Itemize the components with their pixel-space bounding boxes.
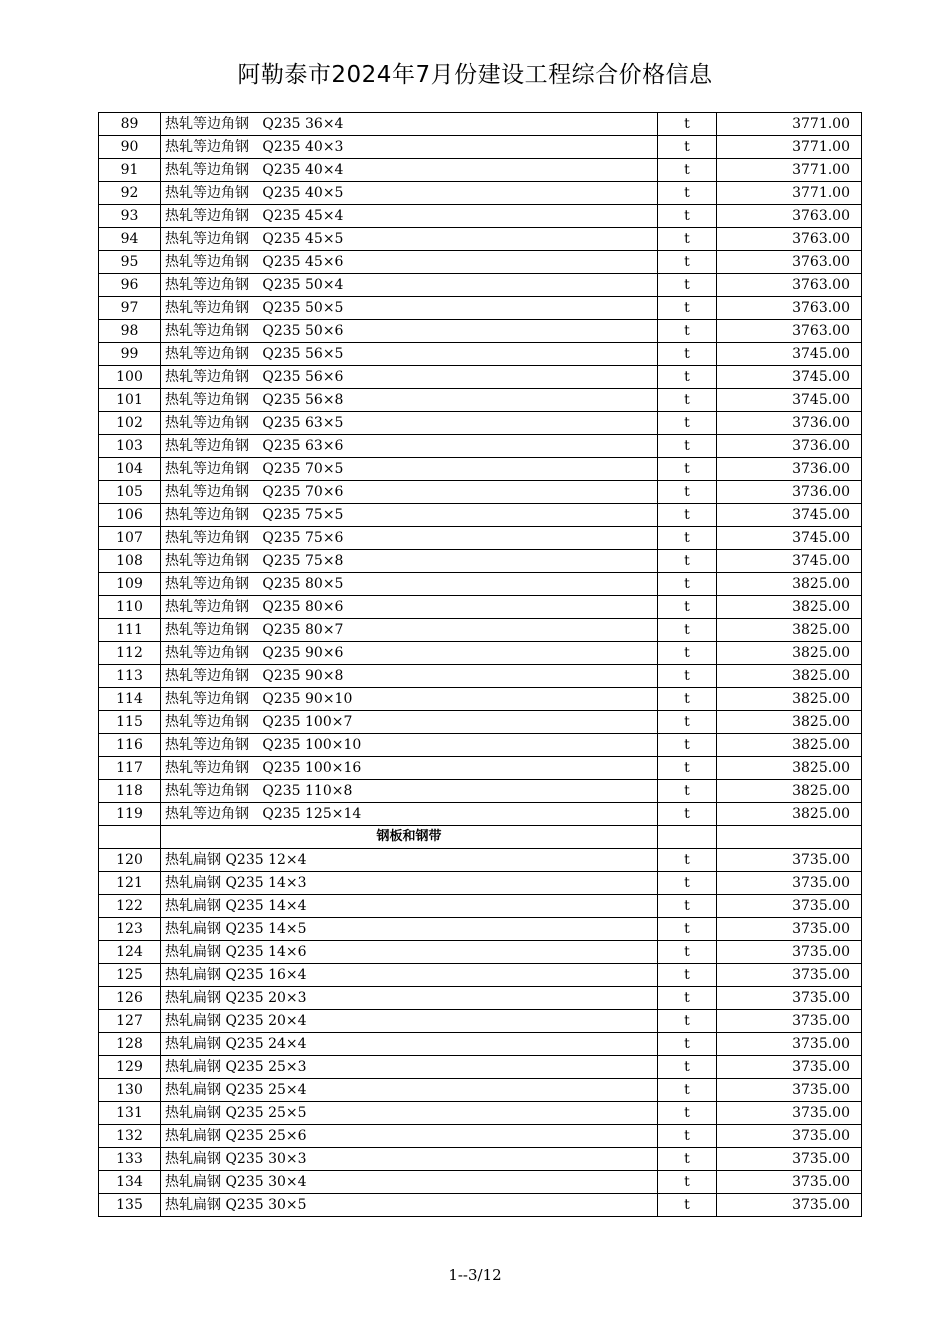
row-number: 134	[99, 1171, 161, 1194]
row-price: 3735.00	[717, 941, 862, 964]
row-unit: t	[658, 1102, 717, 1125]
row-price: 3735.00	[717, 1079, 862, 1102]
table-row	[99, 665, 862, 688]
row-unit: t	[658, 573, 717, 596]
row-price: 3735.00	[717, 1056, 862, 1079]
row-price: 3763.00	[717, 320, 862, 343]
row-unit: t	[658, 1194, 717, 1217]
table-row	[99, 1194, 862, 1217]
row-unit: t	[658, 251, 717, 274]
row-name: 热轧等边角钢 Q235 40×3	[161, 136, 658, 159]
table-row	[99, 251, 862, 274]
row-unit: t	[658, 297, 717, 320]
table-row	[99, 1102, 862, 1125]
row-price: 3735.00	[717, 872, 862, 895]
row-name: 热轧等边角钢 Q235 125×14	[161, 803, 658, 826]
row-unit: t	[658, 619, 717, 642]
row-price: 3825.00	[717, 573, 862, 596]
row-name: 热轧扁钢 Q235 24×4	[161, 1033, 658, 1056]
table-row	[99, 366, 862, 389]
row-number: 119	[99, 803, 161, 826]
row-unit: t	[658, 228, 717, 251]
row-name: 热轧扁钢 Q235 16×4	[161, 964, 658, 987]
row-number: 110	[99, 596, 161, 619]
row-name: 热轧等边角钢 Q235 40×5	[161, 182, 658, 205]
row-price: 3735.00	[717, 1194, 862, 1217]
row-unit: t	[658, 481, 717, 504]
row-number: 98	[99, 320, 161, 343]
row-number: 107	[99, 527, 161, 550]
table-row	[99, 343, 862, 366]
row-unit: t	[658, 320, 717, 343]
row-unit: t	[658, 757, 717, 780]
row-price: 3825.00	[717, 642, 862, 665]
row-price: 3735.00	[717, 849, 862, 872]
row-unit: t	[658, 435, 717, 458]
row-name: 热轧扁钢 Q235 25×5	[161, 1102, 658, 1125]
row-name: 热轧等边角钢 Q235 100×16	[161, 757, 658, 780]
row-price: 3735.00	[717, 1125, 862, 1148]
row-number: 117	[99, 757, 161, 780]
row-price: 3825.00	[717, 619, 862, 642]
row-number: 126	[99, 987, 161, 1010]
row-number: 90	[99, 136, 161, 159]
row-name: 热轧等边角钢 Q235 100×10	[161, 734, 658, 757]
table-row	[99, 1079, 862, 1102]
row-number: 112	[99, 642, 161, 665]
row-number: 91	[99, 159, 161, 182]
row-name: 热轧扁钢 Q235 30×4	[161, 1171, 658, 1194]
row-number: 93	[99, 205, 161, 228]
row-unit: t	[658, 1079, 717, 1102]
row-name: 热轧等边角钢 Q235 75×8	[161, 550, 658, 573]
row-price: 3735.00	[717, 1171, 862, 1194]
row-price: 3735.00	[717, 918, 862, 941]
row-unit: t	[658, 872, 717, 895]
row-price: 3745.00	[717, 527, 862, 550]
row-name: 热轧扁钢 Q235 30×3	[161, 1148, 658, 1171]
row-number: 95	[99, 251, 161, 274]
row-number: 103	[99, 435, 161, 458]
row-number: 131	[99, 1102, 161, 1125]
row-name: 热轧扁钢 Q235 25×4	[161, 1079, 658, 1102]
row-number: 108	[99, 550, 161, 573]
row-name: 热轧扁钢 Q235 20×3	[161, 987, 658, 1010]
row-unit: t	[658, 159, 717, 182]
row-price: 3825.00	[717, 665, 862, 688]
row-number: 99	[99, 343, 161, 366]
row-name: 热轧等边角钢 Q235 45×5	[161, 228, 658, 251]
row-number: 89	[99, 113, 161, 136]
row-name: 热轧等边角钢 Q235 90×8	[161, 665, 658, 688]
row-number: 115	[99, 711, 161, 734]
table-row	[99, 1148, 862, 1171]
table-row	[99, 504, 862, 527]
row-name: 热轧等边角钢 Q235 63×5	[161, 412, 658, 435]
table-row	[99, 527, 862, 550]
row-unit: t	[658, 550, 717, 573]
row-price: 3735.00	[717, 1148, 862, 1171]
table-row	[99, 1056, 862, 1079]
row-unit: t	[658, 274, 717, 297]
table-row	[99, 619, 862, 642]
row-number: 132	[99, 1125, 161, 1148]
table-row	[99, 573, 862, 596]
row-price: 3735.00	[717, 964, 862, 987]
table-row	[99, 136, 862, 159]
row-unit	[658, 826, 717, 849]
row-unit: t	[658, 504, 717, 527]
row-price: 3825.00	[717, 734, 862, 757]
table-row	[99, 642, 862, 665]
row-unit: t	[658, 803, 717, 826]
row-name: 热轧等边角钢 Q235 70×6	[161, 481, 658, 504]
row-price: 3825.00	[717, 803, 862, 826]
row-name: 热轧等边角钢 Q235 50×5	[161, 297, 658, 320]
row-price: 3763.00	[717, 297, 862, 320]
section-title: 钢板和钢带	[161, 826, 658, 849]
table-row	[99, 550, 862, 573]
row-number: 100	[99, 366, 161, 389]
row-name: 热轧等边角钢 Q235 80×6	[161, 596, 658, 619]
row-number: 113	[99, 665, 161, 688]
row-number: 114	[99, 688, 161, 711]
row-number: 125	[99, 964, 161, 987]
row-name: 热轧扁钢 Q235 14×5	[161, 918, 658, 941]
row-unit: t	[658, 136, 717, 159]
row-unit: t	[658, 849, 717, 872]
row-price: 3825.00	[717, 780, 862, 803]
row-unit: t	[658, 964, 717, 987]
row-unit: t	[658, 596, 717, 619]
row-name: 热轧等边角钢 Q235 110×8	[161, 780, 658, 803]
table-row	[99, 458, 862, 481]
table-row	[99, 757, 862, 780]
table-row	[99, 228, 862, 251]
row-number: 127	[99, 1010, 161, 1033]
table-row	[99, 435, 862, 458]
row-name: 热轧等边角钢 Q235 40×4	[161, 159, 658, 182]
row-name: 热轧等边角钢 Q235 80×5	[161, 573, 658, 596]
table-row	[99, 1010, 862, 1033]
table-row	[99, 412, 862, 435]
row-price: 3763.00	[717, 274, 862, 297]
row-number: 118	[99, 780, 161, 803]
row-name: 热轧等边角钢 Q235 90×10	[161, 688, 658, 711]
row-name: 热轧等边角钢 Q235 56×6	[161, 366, 658, 389]
row-unit: t	[658, 734, 717, 757]
row-unit: t	[658, 780, 717, 803]
row-name: 热轧扁钢 Q235 25×6	[161, 1125, 658, 1148]
row-name: 热轧等边角钢 Q235 56×5	[161, 343, 658, 366]
table-row	[99, 481, 862, 504]
row-unit: t	[658, 665, 717, 688]
table-row	[99, 918, 862, 941]
table-row	[99, 1171, 862, 1194]
row-name: 热轧扁钢 Q235 20×4	[161, 1010, 658, 1033]
row-number: 97	[99, 297, 161, 320]
row-name: 热轧等边角钢 Q235 50×6	[161, 320, 658, 343]
row-number: 111	[99, 619, 161, 642]
row-price: 3735.00	[717, 1033, 862, 1056]
table-row	[99, 895, 862, 918]
section-header-row	[99, 826, 862, 849]
row-number: 124	[99, 941, 161, 964]
row-price: 3735.00	[717, 895, 862, 918]
row-number: 116	[99, 734, 161, 757]
price-table-body	[99, 113, 862, 1217]
row-price: 3771.00	[717, 159, 862, 182]
table-row	[99, 780, 862, 803]
table-row	[99, 274, 862, 297]
row-name: 热轧等边角钢 Q235 36×4	[161, 113, 658, 136]
row-unit: t	[658, 527, 717, 550]
row-unit: t	[658, 1010, 717, 1033]
row-name: 热轧等边角钢 Q235 75×6	[161, 527, 658, 550]
row-number: 130	[99, 1079, 161, 1102]
row-name: 热轧扁钢 Q235 14×6	[161, 941, 658, 964]
row-number: 94	[99, 228, 161, 251]
row-price: 3763.00	[717, 205, 862, 228]
row-price: 3745.00	[717, 343, 862, 366]
table-row	[99, 389, 862, 412]
row-price: 3736.00	[717, 458, 862, 481]
row-unit: t	[658, 941, 717, 964]
row-number: 96	[99, 274, 161, 297]
row-name: 热轧等边角钢 Q235 75×5	[161, 504, 658, 527]
row-number: 105	[99, 481, 161, 504]
row-unit: t	[658, 918, 717, 941]
row-name: 热轧等边角钢 Q235 50×4	[161, 274, 658, 297]
page-number: 1--3/12	[448, 1266, 502, 1284]
price-table	[98, 112, 862, 1217]
row-number: 101	[99, 389, 161, 412]
row-name: 热轧等边角钢 Q235 45×6	[161, 251, 658, 274]
row-number: 104	[99, 458, 161, 481]
row-price: 3745.00	[717, 504, 862, 527]
row-name: 热轧等边角钢 Q235 45×4	[161, 205, 658, 228]
row-name: 热轧等边角钢 Q235 70×5	[161, 458, 658, 481]
table-row	[99, 803, 862, 826]
row-name: 热轧等边角钢 Q235 100×7	[161, 711, 658, 734]
table-row	[99, 1125, 862, 1148]
row-unit: t	[658, 688, 717, 711]
row-number: 120	[99, 849, 161, 872]
table-row	[99, 688, 862, 711]
table-row	[99, 987, 862, 1010]
row-number: 121	[99, 872, 161, 895]
table-row	[99, 849, 862, 872]
row-number: 129	[99, 1056, 161, 1079]
row-unit: t	[658, 987, 717, 1010]
row-price: 3736.00	[717, 412, 862, 435]
row-price: 3825.00	[717, 596, 862, 619]
row-unit: t	[658, 1171, 717, 1194]
row-price: 3825.00	[717, 757, 862, 780]
table-row	[99, 941, 862, 964]
row-unit: t	[658, 182, 717, 205]
row-price: 3763.00	[717, 251, 862, 274]
row-name: 热轧扁钢 Q235 25×3	[161, 1056, 658, 1079]
row-unit: t	[658, 343, 717, 366]
row-price: 3736.00	[717, 481, 862, 504]
table-row	[99, 596, 862, 619]
table-row	[99, 964, 862, 987]
row-name: 热轧扁钢 Q235 14×3	[161, 872, 658, 895]
row-number: 133	[99, 1148, 161, 1171]
row-number: 92	[99, 182, 161, 205]
row-unit: t	[658, 113, 717, 136]
row-number: 106	[99, 504, 161, 527]
row-name: 热轧等边角钢 Q235 56×8	[161, 389, 658, 412]
row-unit: t	[658, 642, 717, 665]
row-name: 热轧等边角钢 Q235 90×6	[161, 642, 658, 665]
row-number: 135	[99, 1194, 161, 1217]
row-price: 3745.00	[717, 389, 862, 412]
table-row	[99, 205, 862, 228]
row-unit: t	[658, 1056, 717, 1079]
row-name: 热轧扁钢 Q235 30×5	[161, 1194, 658, 1217]
row-price: 3771.00	[717, 182, 862, 205]
row-price	[717, 826, 862, 849]
row-unit: t	[658, 711, 717, 734]
row-unit: t	[658, 458, 717, 481]
row-price: 3735.00	[717, 1010, 862, 1033]
row-number: 122	[99, 895, 161, 918]
table-row	[99, 711, 862, 734]
row-unit: t	[658, 389, 717, 412]
row-unit: t	[658, 366, 717, 389]
row-name: 热轧扁钢 Q235 12×4	[161, 849, 658, 872]
row-number: 102	[99, 412, 161, 435]
row-price: 3825.00	[717, 711, 862, 734]
row-number: 109	[99, 573, 161, 596]
table-row	[99, 320, 862, 343]
row-unit: t	[658, 412, 717, 435]
row-price: 3736.00	[717, 435, 862, 458]
table-row	[99, 872, 862, 895]
row-price: 3771.00	[717, 113, 862, 136]
table-row	[99, 113, 862, 136]
row-number: 128	[99, 1033, 161, 1056]
row-name: 热轧等边角钢 Q235 63×6	[161, 435, 658, 458]
row-price: 3771.00	[717, 136, 862, 159]
row-price: 3763.00	[717, 228, 862, 251]
table-row	[99, 734, 862, 757]
row-number: 123	[99, 918, 161, 941]
row-number	[99, 826, 161, 849]
row-price: 3825.00	[717, 688, 862, 711]
table-row	[99, 159, 862, 182]
row-unit: t	[658, 205, 717, 228]
row-unit: t	[658, 1148, 717, 1171]
row-price: 3735.00	[717, 987, 862, 1010]
table-row	[99, 1033, 862, 1056]
row-unit: t	[658, 1033, 717, 1056]
row-name: 热轧扁钢 Q235 14×4	[161, 895, 658, 918]
row-price: 3745.00	[717, 550, 862, 573]
table-row	[99, 297, 862, 320]
table-row	[99, 182, 862, 205]
row-unit: t	[658, 1125, 717, 1148]
row-name: 热轧等边角钢 Q235 80×7	[161, 619, 658, 642]
row-price: 3745.00	[717, 366, 862, 389]
row-price: 3735.00	[717, 1102, 862, 1125]
page-title: 阿勒泰市2024年7月份建设工程综合价格信息	[237, 62, 713, 88]
row-unit: t	[658, 895, 717, 918]
